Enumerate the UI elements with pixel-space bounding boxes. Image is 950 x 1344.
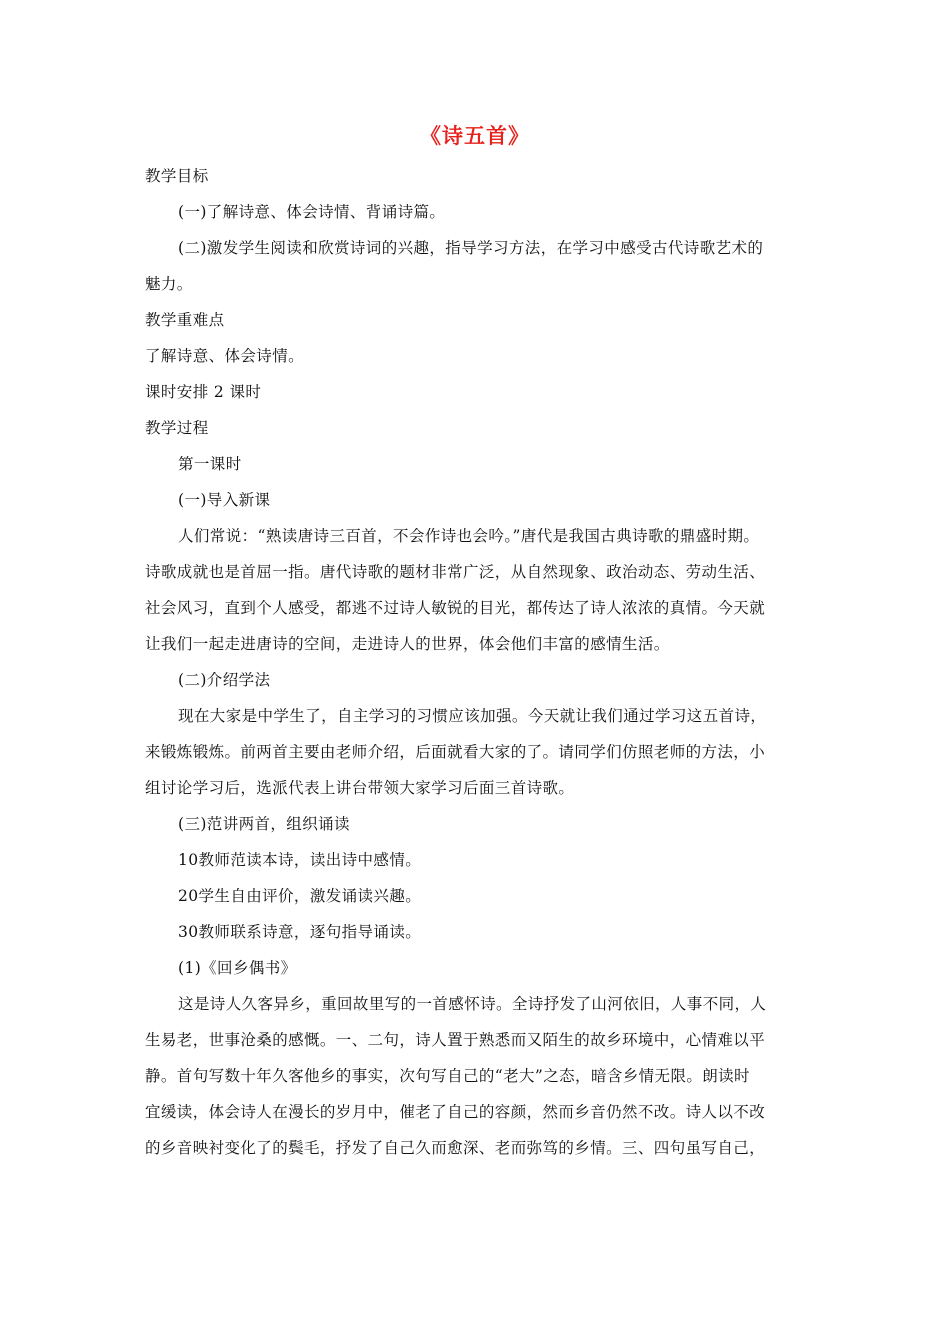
text-line: 教学目标 (145, 167, 209, 185)
text-line: (一)导入新课 (178, 491, 271, 509)
text-line: 现在大家是中学生了，自主学习的习惯应该加强。今天就让我们通过学习这五首诗， (178, 707, 767, 725)
text-line: 这是诗人久客异乡，重回故里写的一首感怀诗。全诗抒发了山河依旧，人事不同，人 (178, 995, 767, 1013)
text-line: 人们常说：“熟读唐诗三百首，不会作诗也会吟。”唐代是我国古典诗歌的鼎盛时期。 (178, 527, 760, 545)
text-line: 静。首句写数十年久客他乡的事实，次句写自己的“老大”之态，暗含乡情无限。朗读时 (145, 1067, 750, 1085)
document-body (145, 158, 815, 1166)
text-line: 教学重难点 (145, 311, 225, 329)
text-line: 10教师范读本诗，读出诗中感情。 (178, 851, 422, 869)
text-line: 30教师联系诗意，逐句指导诵读。 (178, 923, 422, 941)
text-line: 诗歌成就也是首屈一指。唐代诗歌的题材非常广泛，从自然现象、政治动态、劳动生活、 (145, 563, 766, 581)
text-line: 的乡音映衬变化了的鬓毛，抒发了自己久而愈深、老而弥笃的乡情。三、四句虽写自己， (145, 1139, 766, 1157)
text-line: 课时安排 2 课时 (145, 383, 262, 401)
document-title: 《诗五首》 (420, 123, 530, 148)
text-line: (1)《回乡偶书》 (178, 959, 297, 977)
text-line: 教学过程 (145, 419, 209, 437)
text-line: 生易老，世事沧桑的感慨。一、二句，诗人置于熟悉而又陌生的故乡环境中，心情难以平 (145, 1031, 766, 1049)
text-line: 20学生自由评价，激发诵读兴趣。 (178, 887, 422, 905)
text-line: 了解诗意、体会诗情。 (145, 347, 305, 365)
text-line: (一)了解诗意、体会诗情、背诵诗篇。 (178, 203, 446, 221)
text-line: 魅力。 (145, 275, 193, 293)
text-line: 第一课时 (178, 455, 242, 473)
text-line: 社会风习，直到个人感受，都逃不过诗人敏锐的目光，都传达了诗人浓浓的真情。今天就 (145, 599, 766, 617)
text-line: 宜缓读，体会诗人在漫长的岁月中，催老了自己的容颜，然而乡音仍然不改。诗人以不改 (145, 1103, 766, 1121)
text-line: 组讨论学习后，选派代表上讲台带领大家学习后面三首诗歌。 (145, 779, 575, 797)
text-line: (二)介绍学法 (178, 671, 271, 689)
text-line: (三)范讲两首，组织诵读 (178, 815, 350, 833)
text-line: (二)激发学生阅读和欣赏诗词的兴趣，指导学习方法，在学习中感受古代诗歌艺术的 (178, 239, 764, 257)
text-line: 让我们一起走进唐诗的空间，走进诗人的世界，体会他们丰富的感情生活。 (145, 635, 670, 653)
text-line: 来锻炼锻炼。前两首主要由老师介绍，后面就看大家的了。请同学们仿照老师的方法，小 (145, 743, 766, 761)
